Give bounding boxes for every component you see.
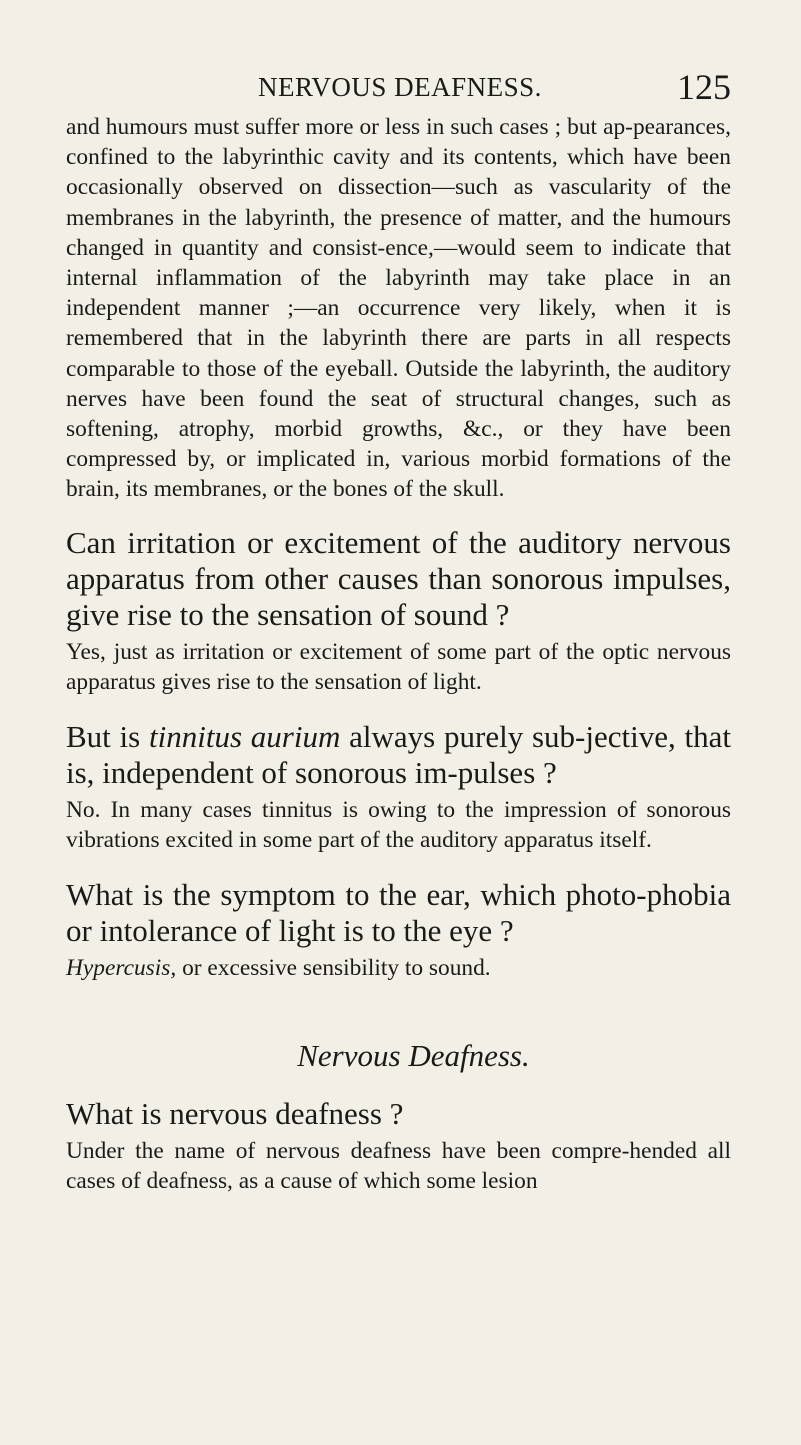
- question-photophobia: What is the symptom to the ear, which photo-phobia or intolerance of light is to the eye ?: [66, 877, 731, 949]
- intro-paragraph: and humours must suffer more or less in such cases ; but ap-pearances, confined to the labyrinthic cavity and its contents, which have been occasionally observed on dissection—such as vascularity of the membranes in the labyrinth, the presence of matter, and the humours changed in quantity and consist-ence,—would seem to indicate that internal inflammation of the labyrinth may take place in an independent manner ;—an occurrence very likely, when it is remembered that in the labyrinth there are parts in all respects comparable to those of the eyeball. Outside the labyrinth, the auditory nerves have been found the seat of structural changes, such as softening, atrophy, morbid growths, &c., or they have been compressed by, or implicated in, various morbid formations of the brain, its membranes, or the bones of the skull.: [66, 114, 731, 503]
- answer-tinnitus: No. In many cases tinnitus is owing to the impression of sonorous vibrations excited in some part of the auditory apparatus itself.: [66, 797, 731, 854]
- question-tinnitus-post: always purely sub-jective, that is, independent of sonorous im-pulses ?: [66, 719, 731, 791]
- question-nervous-deafness: What is nervous deafness ?: [66, 1095, 404, 1131]
- answer-nervous-deafness: Under the name of nervous deafness have been compre-hended all cases of deafness, as a cause of which some lesion: [66, 1137, 731, 1194]
- page-number: 125: [677, 67, 731, 107]
- answer-photophobia: [66, 953, 731, 983]
- running-head: [66, 67, 731, 112]
- question-tinnitus-pre: But is: [66, 719, 150, 755]
- question-irritation: Can irritation or excitement of the auditory nervous apparatus from other causes than sonorous impulses, give rise to the sensation of sound ?: [66, 524, 731, 632]
- section-heading: Nervous Deafness.: [297, 1037, 530, 1073]
- question-tinnitus: [66, 719, 731, 791]
- question-tinnitus-term: tinnitus aurium: [149, 719, 341, 755]
- answer-irritation: Yes, just as irritation or excitement of some part of the optic nervous apparatus gives rise to the sensation of light.: [66, 638, 731, 695]
- answer-photophobia-term: Hypercusis,: [66, 955, 177, 982]
- running-title: NERVOUS DEAFNESS.: [258, 72, 542, 102]
- answer-photophobia-post: or excessive sensibility to sound.: [176, 955, 491, 982]
- body-text: [66, 112, 731, 1196]
